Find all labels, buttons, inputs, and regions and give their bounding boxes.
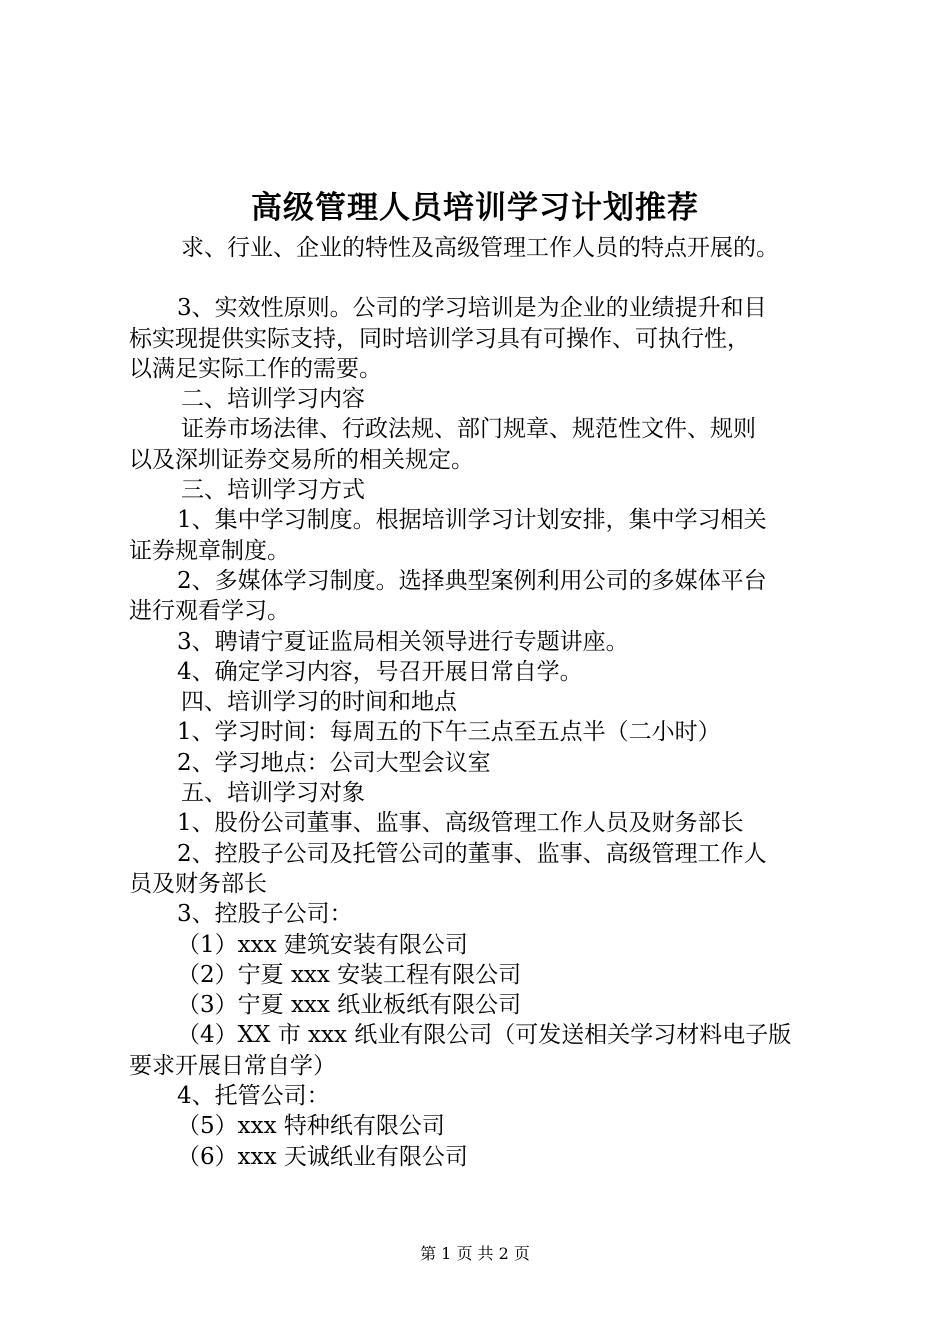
text-line: 求、行业、企业的特性及高级管理工作人员的特点开展的。: [181, 235, 779, 261]
text-line: 标实现提供实际支持，同时培训学习具有可操作、可执行性，: [129, 325, 750, 352]
text-line: 证券规章制度。: [129, 537, 290, 564]
list-item: （5）xxx 特种纸有限公司: [177, 1113, 445, 1140]
section-heading: 三、培训学习方式: [181, 477, 365, 504]
text-line: 4、确定学习内容，号召开展日常自学。: [177, 658, 583, 685]
text-line: 进行观看学习。: [129, 598, 290, 625]
text-line: 3、实效性原则。公司的学习培训是为企业的业绩提升和目: [177, 295, 767, 322]
text-line: 员及财务部长: [129, 870, 267, 897]
text-line: 3、聘请宁夏证监局相关领导进行专题讲座。: [177, 628, 629, 655]
section-heading: 二、培训学习内容: [181, 386, 365, 413]
section-heading: 五、培训学习对象: [181, 780, 365, 807]
text-line: 以及深圳证券交易所的相关规定。: [129, 446, 474, 473]
text-line: 要求开展日常自学）: [129, 1052, 336, 1079]
text-line: 1、集中学习制度。根据培训学习计划安排，集中学习相关: [177, 507, 767, 534]
list-item: （2）宁夏 xxx 安装工程有限公司: [177, 961, 522, 988]
text-line: 以满足实际工作的需要。: [129, 355, 382, 382]
section-heading: 四、培训学习的时间和地点: [181, 689, 457, 716]
text-line: 2、控股子公司及托管公司的董事、监事、高级管理工作人: [177, 840, 767, 867]
text-line: 2、学习地点：公司大型会议室: [177, 749, 491, 776]
list-item: （3）宁夏 xxx 纸业板纸有限公司: [177, 992, 522, 1019]
text-line: 2、多媒体学习制度。选择典型案例利用公司的多媒体平台: [177, 567, 767, 594]
list-item: （4）XX 市 xxx 纸业有限公司（可发送相关学习材料电子版: [177, 1022, 792, 1049]
list-item: （1）xxx 建筑安装有限公司: [177, 931, 468, 958]
document-title: 高级管理人员培训学习计划推荐: [251, 190, 699, 226]
text-line: 4、托管公司：: [177, 1083, 330, 1110]
list-item: （6）xxx 天诚纸业有限公司: [177, 1143, 468, 1170]
page-footer: 第 1 页 共 2 页: [420, 1244, 530, 1263]
text-line: 3、控股子公司：: [177, 901, 353, 928]
text-line: 证券市场法律、行政法规、部门规章、规范性文件、规则: [181, 416, 756, 443]
text-line: 1、学习时间：每周五的下午三点至五点半（二小时）: [177, 719, 721, 746]
document-body: [129, 233, 849, 1172]
text-line: 1、股份公司董事、监事、高级管理工作人员及财务部长: [177, 810, 744, 837]
